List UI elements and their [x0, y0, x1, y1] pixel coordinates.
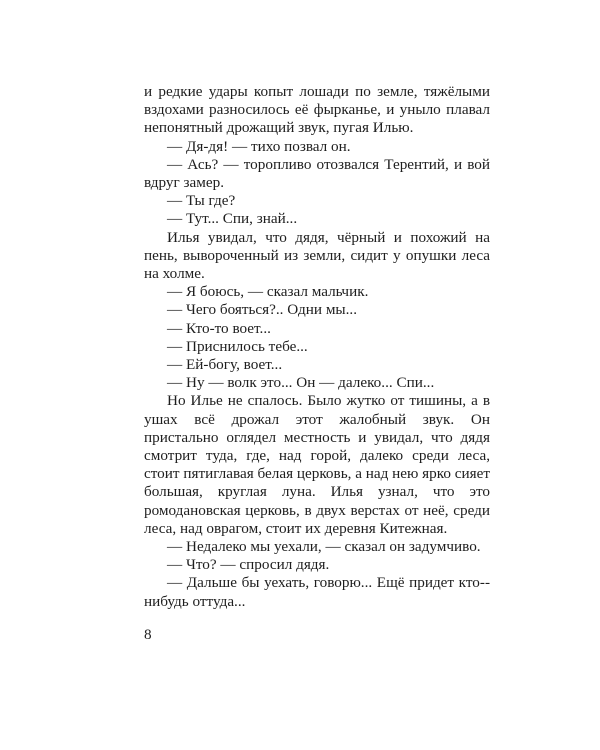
paragraph-dialogue: — Чего бояться?.. Одни мы... — [167, 301, 358, 319]
page-number: 8 — [144, 626, 152, 643]
paragraph-narrative: Но Илье не спалось. Было жутко от тишины, а в ушах всё дрожал этот жалобный звук. Он пристально оглядел местность и увидал, что дядя смотрит туда, где, над горой, далеко среди леса, стоит пятиглавая белая церковь, а над нею ярко сияет большая, круглая луна. Илья узнал, что это ромодановская церковь, в двух верстах от неё, среди леса, над оврагом, стоит их деревня Китежная. — [144, 392, 490, 537]
page-body-text — [144, 83, 490, 611]
paragraph-dialogue: — Дальше бы уехать, говорю... Ещё придет кто-нибудь оттуда... — [144, 574, 490, 610]
paragraph-dialogue: — Что? — спросил дядя. — [167, 556, 330, 574]
paragraph-dialogue: — Кто-то воет... — [167, 319, 271, 337]
paragraph-dialogue: — Ась? — торопливо отозвался Терентий, и вой вдруг замер. — [144, 155, 490, 192]
paragraph-dialogue: — Приснилось тебе... — [167, 337, 308, 355]
paragraph-dialogue: — Тут... Спи, знай... — [167, 210, 298, 228]
paragraph-dialogue: — Ты где? — [167, 192, 236, 210]
paragraph-dialogue: — Я боюсь, — сказал мальчик. — [167, 283, 369, 301]
paragraph-dialogue: — Ну — волк это... Он — далеко... Спи... — [167, 374, 435, 392]
paragraph-dialogue: — Ей-богу, воет... — [167, 356, 283, 374]
paragraph-dialogue: — Дя-дя! — тихо позвал он. — [167, 137, 351, 155]
paragraph-narrative: Илья увидал, что дядя, чёрный и похожий на пень, вывороченный из земли, сидит у опушки леса на холме. — [144, 228, 490, 283]
paragraph-continuation: и редкие удары копыт лошади по земле, тяжёлыми вздохами разносилось её фырканье, и уныло плавал непонятный дрожащий звук, пугая Илью. — [144, 83, 490, 137]
paragraph-dialogue: — Недалеко мы уехали, — сказал он задумчиво. — [167, 538, 481, 556]
